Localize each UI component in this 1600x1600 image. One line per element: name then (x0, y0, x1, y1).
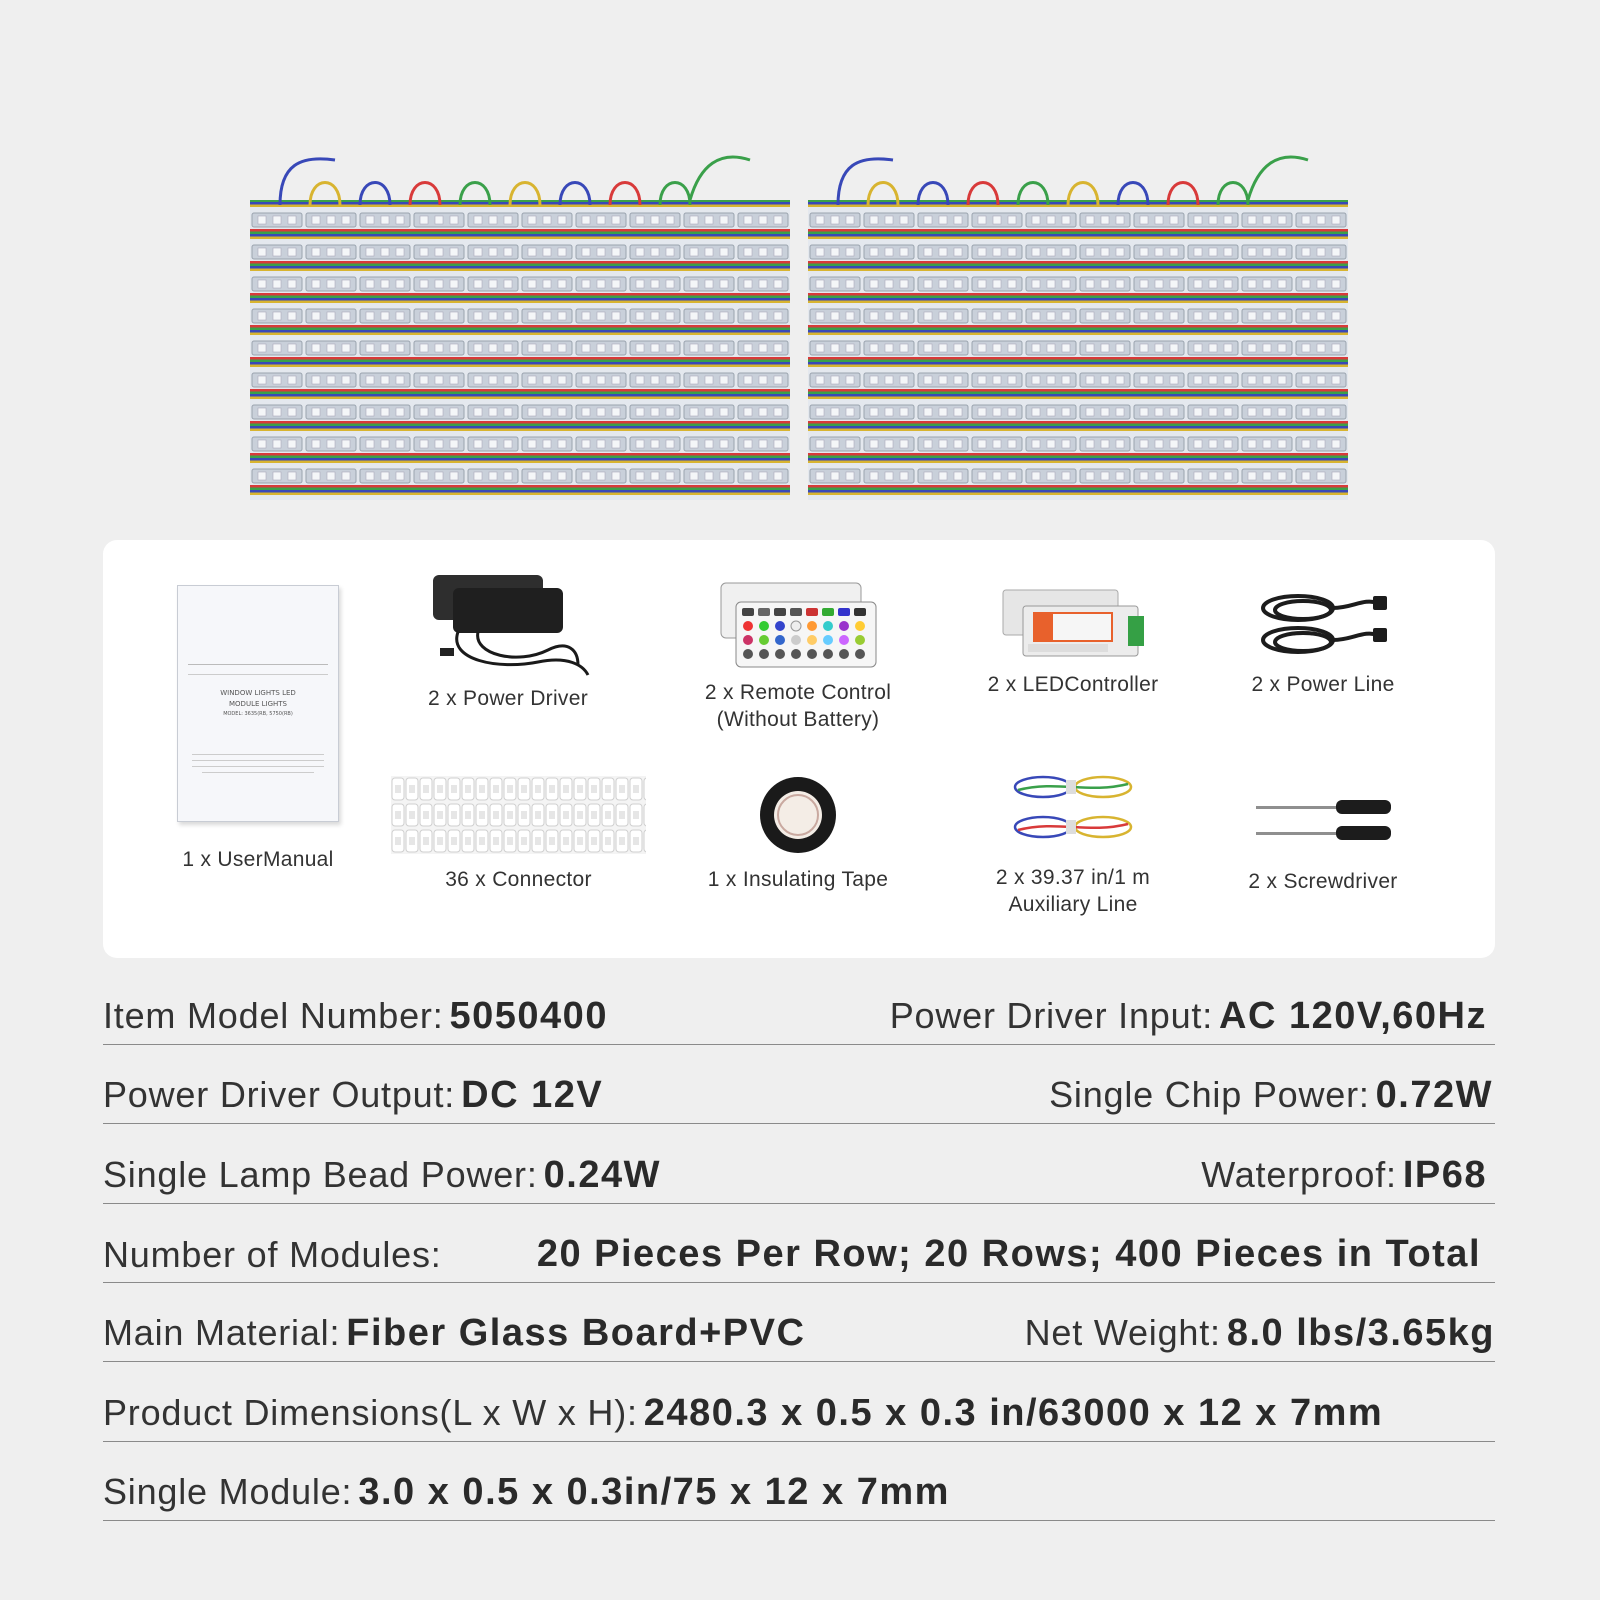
led-modules-right-graphic (808, 145, 1348, 505)
driver-output-label: Power Driver Output: (103, 1074, 456, 1115)
weight-label: Net Weight: (1024, 1312, 1221, 1353)
connector-item (391, 776, 646, 893)
single-module-label: Single Module: (103, 1471, 353, 1512)
screwdriver-caption: 2 x Screwdriver (1248, 870, 1398, 893)
item-model-value: 5050400 (449, 995, 608, 1037)
modules-value: 20 Pieces Per Row; 20 Rows; 400 Pieces in Total (536, 1233, 1481, 1275)
connector-image (391, 776, 646, 856)
led-controller-caption: 2 x LEDController (987, 673, 1159, 696)
remote-control-caption-line2: (Without Battery) (716, 708, 880, 731)
driver-input-value: AC 120V,60Hz (1219, 995, 1487, 1037)
package-contents-card (103, 540, 1495, 958)
spec-single-module (103, 1471, 950, 1514)
user-manual-caption: 1 x UserManual (182, 848, 334, 871)
auxiliary-line-caption-line1: 2 x 39.37 in/1 m (995, 866, 1151, 889)
power-driver-item (413, 570, 603, 712)
connector-caption: 36 x Connector (445, 868, 592, 891)
power-driver-caption: 2 x Power Driver (427, 687, 588, 710)
power-driver-image (418, 570, 598, 685)
spec-item-model (103, 995, 608, 1038)
item-model-label: Item Model Number: (103, 995, 444, 1036)
remote-control-caption-line1: 2 x Remote Control (704, 681, 892, 704)
spec-waterproof (1201, 1154, 1487, 1197)
screwdriver-item (1238, 784, 1408, 895)
spec-row-2 (103, 1074, 1495, 1124)
spec-row-5 (103, 1312, 1495, 1362)
user-manual-item (173, 585, 343, 873)
power-line-item (1238, 588, 1408, 698)
chip-power-label: Single Chip Power: (1049, 1074, 1370, 1115)
single-module-value: 3.0 x 0.5 x 0.3in/75 x 12 x 7mm (358, 1471, 950, 1513)
chip-power-value: 0.72W (1375, 1074, 1493, 1116)
dimensions-label: Product Dimensions(L x W x H): (103, 1392, 638, 1433)
spec-row-4 (103, 1233, 1495, 1283)
spec-row-3 (103, 1154, 1495, 1204)
auxiliary-line-item (968, 762, 1178, 918)
waterproof-label: Waterproof: (1201, 1154, 1397, 1195)
screwdriver-image (1251, 784, 1396, 854)
spec-driver-output (103, 1074, 603, 1117)
spec-driver-input (890, 995, 1487, 1038)
led-modules-left-graphic (250, 145, 790, 505)
insulating-tape-image (753, 772, 843, 858)
manual-title-line2: MODULE LIGHTS (229, 700, 287, 708)
spec-row-7 (103, 1471, 1495, 1521)
material-value: Fiber Glass Board+PVC (346, 1312, 806, 1354)
spec-material (103, 1312, 805, 1355)
spec-modules-value-wrap (531, 1233, 1481, 1276)
driver-output-value: DC 12V (461, 1074, 604, 1116)
insulating-tape-caption: 1 x Insulating Tape (707, 868, 889, 891)
bead-power-value: 0.24W (543, 1154, 661, 1196)
material-label: Main Material: (103, 1312, 341, 1353)
bead-power-label: Single Lamp Bead Power: (103, 1154, 538, 1195)
remote-control-item (678, 580, 918, 733)
remote-control-image (716, 580, 881, 675)
modules-label: Number of Modules: (103, 1234, 442, 1275)
manual-model: MODEL: 3635(RB, 5750(RB) (223, 711, 293, 717)
insulating-tape-item (673, 772, 923, 893)
spec-bead-power (103, 1154, 661, 1197)
auxiliary-line-image (998, 762, 1148, 852)
led-controller-image (998, 588, 1148, 663)
led-module-bundle-right (808, 145, 1348, 505)
spec-weight (1025, 1312, 1495, 1355)
power-line-image (1253, 588, 1393, 663)
driver-input-label: Power Driver Input: (889, 995, 1214, 1036)
spec-dimensions (103, 1392, 1383, 1435)
spec-chip-power (1049, 1074, 1493, 1117)
auxiliary-line-caption-line2: Auxiliary Line (1008, 893, 1138, 916)
led-controller-item (973, 588, 1173, 698)
dimensions-value: 2480.3 x 0.5 x 0.3 in/63000 x 12 x 7mm (643, 1392, 1384, 1434)
manual-title-line1: WINDOW LIGHTS LED (220, 689, 296, 697)
spec-modules (103, 1234, 442, 1276)
led-module-bundle-left (250, 145, 790, 505)
user-manual-image (177, 585, 339, 822)
power-line-caption: 2 x Power Line (1251, 673, 1395, 696)
weight-value: 8.0 lbs/3.65kg (1226, 1312, 1495, 1354)
waterproof-value: IP68 (1402, 1154, 1487, 1196)
spec-row-1 (103, 995, 1495, 1045)
spec-row-6 (103, 1392, 1495, 1442)
